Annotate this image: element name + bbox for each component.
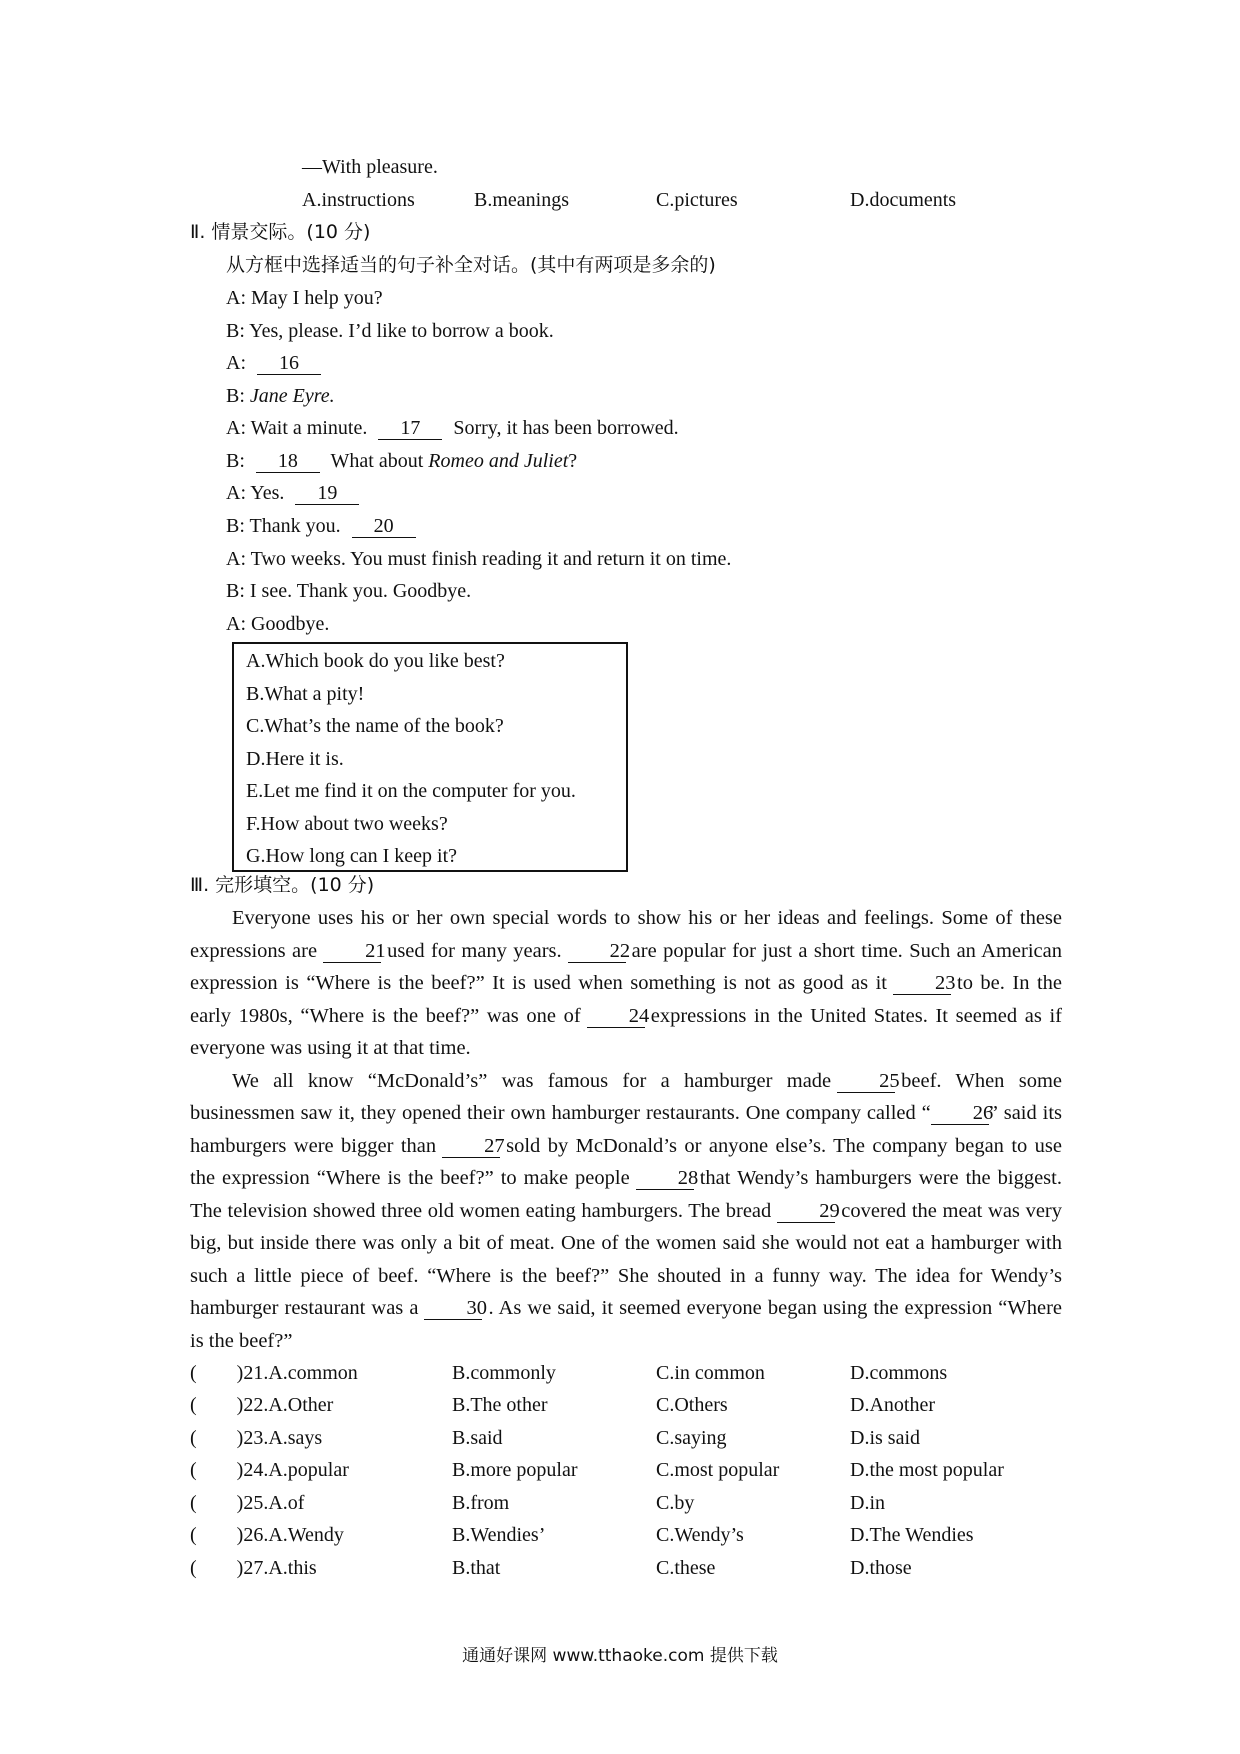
box-option-f: F.How about two weeks? [246,813,448,835]
blank-26: 26 [931,1102,989,1125]
question-23-b: B.said [452,1427,503,1449]
blank-25: 25 [837,1070,895,1093]
box-option-b: B.What a pity! [246,683,365,705]
box-option-d: D.Here it is. [246,748,344,770]
passage-text: covered the meat was very big, but inside there was only a bit of meat. One of the women said she would not eat a hamburger with such a little piece of beef. “Where is the beef?” She shouted in a funny way. The idea for Wendy’s hamburger restaurant was a [190,1199,1062,1319]
question-25-c: C.by [656,1492,695,1514]
passage-text: to be. In the early 1980s, “Where is the beef?” was one of [190,972,1062,1027]
passage-text: are popular for just a short time. Such an American expression is “Where is the beef?” It is used when something is not as good as it [190,939,1063,994]
blank-19: 19 [295,482,359,505]
question-21-c: C.in common [656,1362,765,1384]
dialog-line-9: A: Two weeks. You must finish reading it and return it on time. [226,548,732,570]
blank-20: 20 [352,515,416,538]
dialog-line-11: A: Goodbye. [226,613,330,635]
question-22: ( )22.A.Other [190,1394,334,1416]
question-27: ( )27.A.this [190,1557,317,1579]
blank-16: 16 [257,352,321,375]
question-26-d: D.The Wendies [850,1524,974,1546]
question-23: ( )23.A.says [190,1427,323,1449]
line-text: Sorry, it has been borrowed. [453,417,679,439]
blank-21: 21 [323,940,381,963]
question-23-c: C.saying [656,1427,727,1449]
speaker: B: [226,385,245,407]
passage-text: beef. When some businessmen saw it, they opened their own hamburger restaurants. One company called “ [190,1069,1063,1124]
question-24-c: C.most popular [656,1459,780,1481]
line-text: A: Wait a minute. [226,417,368,439]
question-23-d: D.is said [850,1427,920,1449]
cloze-passage [190,902,1062,1357]
question-25-b: B.from [452,1492,510,1514]
box-option-e: E.Let me find it on the computer for you. [246,780,576,802]
option-box [232,642,628,872]
dialog-line-6 [226,448,577,474]
blank-23: 23 [893,972,951,995]
question-24: ( )24.A.popular [190,1459,349,1481]
speaker: A: [226,352,246,374]
blank-27: 27 [442,1135,500,1158]
option-b: B.meanings [474,189,569,211]
question-27-c: C.these [656,1557,716,1579]
blank-17: 17 [378,417,442,440]
blank-29: 29 [777,1200,835,1223]
passage-text: sold by McDonald’s or anyone else’s. The company began to use the expression “Where is the beef?” to make people [190,1134,1062,1189]
passage-text: Everyone uses his or her own special words to show his or her ideas and feelings. Some of these expressions are [190,907,1062,962]
box-option-c: C.What’s the name of the book? [246,715,504,737]
book-title: Romeo and Juliet [428,450,569,472]
question-27-b: B.that [452,1557,501,1579]
footer: 通通好课网 www.tthaoke.com 提供下载 [462,1646,778,1666]
dialog-line-1: A: May I help you? [226,287,383,309]
question-22-d: D.Another [850,1394,935,1416]
question-26-c: C.Wendy’s [656,1524,744,1546]
question-24-d: D.the most popular [850,1459,1004,1481]
dialog-line-5 [226,415,679,441]
box-option-g: G.How long can I keep it? [246,845,458,867]
option-c: C.pictures [656,189,738,211]
line-text: B: Thank you. [226,515,341,537]
passage-text: used for many years. [387,939,562,962]
dialog-line-10: B: I see. Thank you. Goodbye. [226,580,472,602]
paragraph-2 [190,1065,1062,1358]
question-21-b: B.commonly [452,1362,556,1384]
passage-text: . As we said, it seemed everyone began using the expression “Where is the beef?” [190,1297,1063,1352]
dialog-line-3 [226,350,327,376]
option-d: D.documents [850,189,957,211]
section3-heading: Ⅲ. 完形填空。(10 分) [190,874,375,896]
line-text: What about [330,450,424,472]
passage-text: ” said its hamburgers were bigger than [190,1102,1062,1157]
dialog-line-4 [226,383,335,409]
blank-30: 30 [424,1297,482,1320]
line-text: A: Yes. [226,482,285,504]
paragraph-1 [190,902,1062,1065]
question-21-d: D.commons [850,1362,948,1384]
section2-heading: Ⅱ. 情景交际。(10 分) [190,221,371,243]
question-22-b: B.The other [452,1394,548,1416]
line-text: ? [568,450,578,472]
speaker: B: [226,450,245,472]
question-24-b: B.more popular [452,1459,578,1481]
question-25-d: D.in [850,1492,885,1514]
question-22-c: C.Others [656,1394,728,1416]
question-21: ( )21.A.common [190,1362,358,1384]
question-27-d: D.those [850,1557,912,1579]
dialog-line-7 [226,480,365,506]
reply-line: —With pleasure. [302,156,438,178]
passage-text: We all know “McDonald’s” was famous for a hamburger made [232,1069,832,1092]
blank-18: 18 [256,450,320,473]
section2-instruction: 从方框中选择适当的句子补全对话。(其中有两项是多余的) [226,254,716,276]
dialog-line-2: B: Yes, please. I’d like to borrow a book. [226,320,554,342]
option-a: A.instructions [302,189,415,211]
dialog-line-8 [226,513,422,539]
passage-text: expressions in the United States. It seemed as if everyone was using it at that time. [190,1004,1063,1059]
blank-24: 24 [587,1005,645,1028]
blank-28: 28 [636,1167,694,1190]
question-26-b: B.Wendies’ [452,1524,546,1546]
book-title: Jane Eyre. [249,385,335,407]
blank-22: 22 [568,940,626,963]
question-26: ( )26.A.Wendy [190,1524,344,1546]
box-option-a: A.Which book do you like best? [246,650,505,672]
question-25: ( )25.A.of [190,1492,305,1514]
passage-text: that Wendy’s hamburgers were the biggest. The television showed three old women eating hamburgers. The bread [190,1167,1062,1222]
